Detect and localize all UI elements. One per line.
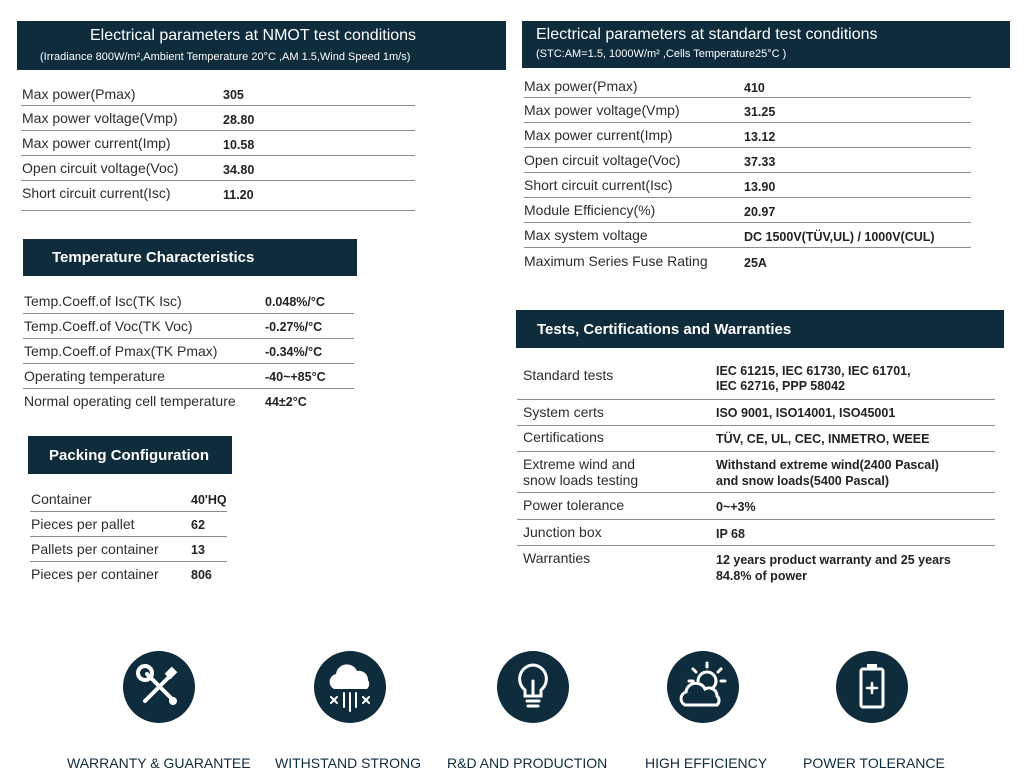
packing-title: Packing Configuration — [49, 447, 210, 464]
row-value: -40~+85°C — [265, 370, 326, 384]
tools-icon — [123, 651, 195, 723]
row-value: 0.048%/°C — [265, 295, 325, 309]
row-value: 44±2°C — [265, 395, 307, 409]
row-value: 31.25 — [744, 105, 776, 119]
row-value-line2: and snow loads(5400 Pascal) — [716, 474, 889, 488]
stc-subtitle: (STC:AM=1.5, 1000W/m² ,Cells Temperature25°C ) — [536, 48, 787, 60]
table-row — [517, 360, 995, 400]
row-value-line1: Withstand extreme wind(2400 Pascal) — [716, 458, 939, 472]
table-row — [23, 364, 354, 389]
row-value: 20.97 — [744, 205, 776, 219]
row-value: 13 — [191, 543, 205, 557]
tests-header — [516, 310, 1004, 348]
table-row — [30, 487, 227, 512]
row-value: -0.27%/°C — [265, 320, 323, 334]
row-value: IP 68 — [716, 527, 745, 541]
row-label: Pieces per pallet — [31, 516, 135, 532]
nmot-table — [21, 81, 415, 211]
table-row — [524, 148, 971, 173]
row-label: Max power current(Imp) — [524, 127, 673, 143]
nmot-header — [17, 21, 506, 70]
table-row — [517, 400, 995, 426]
tests-table — [517, 360, 995, 588]
row-label-line1: Extreme wind and — [523, 456, 636, 472]
row-value: DC 1500V(TÜV,UL) / 1000V(CUL) — [744, 230, 935, 244]
row-value: 62 — [191, 518, 205, 532]
tests-title: Tests, Certifications and Warranties — [537, 321, 792, 338]
table-row — [23, 314, 354, 339]
row-value: 34.80 — [223, 163, 255, 177]
row-value: -0.34%/°C — [265, 345, 323, 359]
row-label: Normal operating cell temperature — [24, 393, 236, 409]
table-row — [21, 156, 415, 181]
row-value-line2: IEC 62716, PPP 58042 — [716, 379, 846, 393]
stc-header — [522, 21, 1010, 68]
table-row — [524, 173, 971, 198]
table-row — [21, 131, 415, 156]
row-label: Short circuit current(Isc) — [524, 177, 673, 193]
table-row — [524, 248, 971, 273]
packing-header — [28, 436, 232, 474]
table-row — [30, 562, 227, 587]
feature-label-rnd: R&D AND PRODUCTION — [447, 755, 608, 771]
row-label: Container — [31, 491, 92, 507]
row-value-line1: 12 years product warranty and 25 years — [716, 553, 951, 567]
table-row — [21, 81, 415, 106]
table-row — [517, 426, 995, 452]
row-label: Maximum Series Fuse Rating — [524, 253, 708, 269]
row-value: TÜV, CE, UL, CEC, INMETRO, WEEE — [716, 432, 930, 446]
row-label: Max power current(Imp) — [22, 135, 171, 151]
table-row — [23, 289, 354, 314]
feature-label-warranty: WARRANTY & GUARANTEE — [67, 755, 251, 771]
row-label: Power tolerance — [523, 497, 625, 513]
row-label: Open circuit voltage(Voc) — [22, 160, 179, 176]
row-label: Standard tests — [523, 367, 614, 383]
row-value: 13.12 — [744, 130, 776, 144]
row-label: Open circuit voltage(Voc) — [524, 152, 681, 168]
row-label: Warranties — [523, 550, 591, 566]
feature-label-tolerance: POWER TOLERANCE — [803, 755, 945, 771]
row-value-line1: IEC 61215, IEC 61730, IEC 61701, — [716, 364, 911, 378]
row-label: Max power(Pmax) — [524, 78, 638, 94]
table-row — [21, 181, 415, 211]
stc-table — [524, 73, 971, 273]
sun-cloud-icon — [667, 651, 739, 723]
row-label: Temp.Coeff.of Voc(TK Voc) — [24, 318, 193, 334]
row-label: Temp.Coeff.of Isc(TK Isc) — [24, 293, 182, 309]
row-label: Certifications — [523, 429, 604, 445]
row-value: 806 — [191, 568, 212, 582]
table-row — [524, 123, 971, 148]
stc-title: Electrical parameters at standard test conditions — [536, 26, 878, 43]
row-label: Operating temperature — [24, 368, 165, 384]
temperature-title: Temperature Characteristics — [52, 249, 255, 266]
row-label: Pieces per container — [31, 566, 159, 582]
row-label-line2: snow loads testing — [523, 472, 639, 488]
row-value: 28.80 — [223, 113, 255, 127]
lightbulb-icon — [497, 651, 569, 723]
row-value: ISO 9001, ISO14001, ISO45001 — [716, 406, 896, 420]
table-row — [517, 452, 995, 493]
row-value: 10.58 — [223, 138, 255, 152]
battery-icon — [836, 651, 908, 723]
table-row — [21, 106, 415, 131]
table-row — [524, 198, 971, 223]
row-label: Max power voltage(Vmp) — [22, 110, 178, 126]
temperature-table — [23, 289, 354, 414]
feature-label-withstand: WITHSTAND STRONG — [275, 755, 421, 771]
row-label: Junction box — [523, 524, 602, 540]
temperature-header — [23, 239, 357, 276]
row-label: System certs — [523, 404, 604, 420]
row-label: Pallets per container — [31, 541, 159, 557]
table-row — [524, 73, 971, 98]
row-label: Module Efficiency(%) — [524, 202, 656, 218]
row-label: Temp.Coeff.of Pmax(TK Pmax) — [24, 343, 218, 359]
table-row — [30, 512, 227, 537]
row-label: Max power voltage(Vmp) — [524, 102, 680, 118]
row-value: 11.20 — [223, 188, 254, 202]
row-value-line2: 84.8% of power — [716, 569, 807, 583]
nmot-title: Electrical parameters at NMOT test conditions — [90, 27, 417, 44]
table-row — [524, 223, 971, 248]
row-value: 410 — [744, 81, 765, 95]
row-value: 0~+3% — [716, 500, 756, 514]
table-row — [524, 98, 971, 123]
row-label: Max system voltage — [524, 227, 648, 243]
table-row — [517, 493, 995, 520]
packing-table — [30, 487, 227, 587]
row-value: 37.33 — [744, 155, 776, 169]
row-label: Max power(Pmax) — [22, 86, 136, 102]
cloud-snow-icon — [314, 651, 386, 723]
row-label: Short circuit current(Isc) — [22, 185, 171, 201]
row-value: 305 — [223, 88, 244, 102]
nmot-subtitle: (Irradiance 800W/m²,Ambient Temperature 20°C ,AM 1.5,Wind Speed 1m/s) — [40, 51, 411, 63]
row-value: 40'HQ — [191, 493, 227, 507]
table-row — [30, 537, 227, 562]
row-value: 25A — [744, 256, 767, 270]
table-row — [23, 339, 354, 364]
table-row — [23, 389, 354, 414]
table-row — [517, 546, 995, 588]
table-row — [517, 520, 995, 546]
feature-label-efficiency: HIGH EFFICIENCY — [645, 755, 768, 771]
row-value: 13.90 — [744, 180, 776, 194]
